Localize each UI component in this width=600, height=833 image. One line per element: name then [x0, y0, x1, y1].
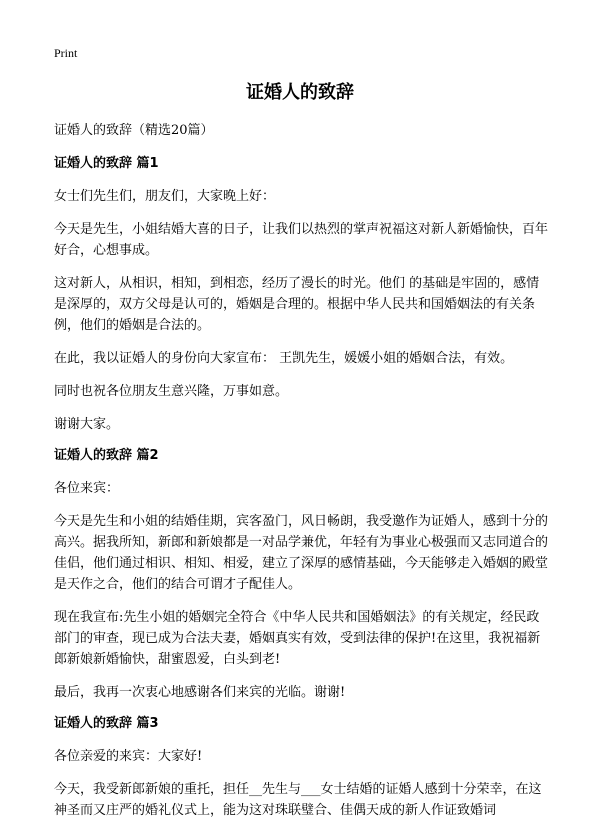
paragraph: 今天是先生，小姐结婚大喜的日子，让我们以热烈的掌声祝福这对新人新婚愉快，百年好合，心想事成。: [54, 222, 549, 258]
section-heading: 证婚人的致辞 篇1: [54, 156, 159, 171]
paragraph: 谢谢大家。: [54, 417, 120, 432]
paragraph: 各位亲爱的来宾：大家好!: [54, 749, 203, 764]
paragraph: 各位来宾：: [54, 481, 120, 496]
paragraph: 最后，我再一次衷心地感谢各们来宾的光临。谢谢!: [54, 685, 346, 700]
document-title: 证婚人的致辞: [246, 82, 354, 103]
section-heading: 证婚人的致辞 篇2: [54, 448, 159, 463]
document-subtitle: 证婚人的致辞（精选20篇）: [54, 123, 214, 138]
paragraph: 现在我宣布:先生小姐的婚姻完全符合《中华人民共和国婚姻法》的有关规定，经民政部门的审查，现已成为合法夫妻，婚姻真实有效，受到法律的保护!在这里，我祝福新郎新娘新婚愉快，甜蜜恩爱，白头到老!: [54, 610, 541, 667]
document-body: [54, 120, 550, 833]
paragraph: 在此，我以证婚人的身份向大家宣布： 王凯先生，媛媛小姐的婚姻合法，有效。: [54, 351, 514, 366]
print-link[interactable]: Print: [54, 46, 78, 60]
paragraph: 这对新人，从相识，相知，到相恋，经历了漫长的时光。他们 的基础是牢固的，感情是深厚的，双方父母是认可的，婚姻是合理的。根据中华人民共和国婚姻法的有关条例，他们的婚姻是合法的。: [54, 276, 540, 333]
paragraph: 今天，我受新郎新娘的重托，担任__先生与___女士结婚的证婚人感到十分荣幸，在这神圣而又庄严的婚礼仪式上，能为这对珠联璧合、佳偶天成的新人作证致婚词: [54, 782, 542, 818]
section-heading: 证婚人的致辞 篇3: [54, 716, 159, 731]
paragraph: 同时也祝各位朋友生意兴隆，万事如意。: [54, 384, 289, 399]
paragraph: 今天是先生和小姐的结婚佳期，宾客盈门，风日畅朗，我受邀作为证婚人，感到十分的高兴。据我所知，新郎和新娘都是一对品学兼优，年轻有为事业心极强而又志同道合的佳侣，他们通过相识、相知、相爱，建立了深厚的感情基础，今天能够走入婚姻的殿堂是天作之合，他们的结合可谓才子配佳人。: [54, 514, 549, 592]
paragraph: 女士们先生们，朋友们，大家晚上好：: [54, 189, 276, 204]
